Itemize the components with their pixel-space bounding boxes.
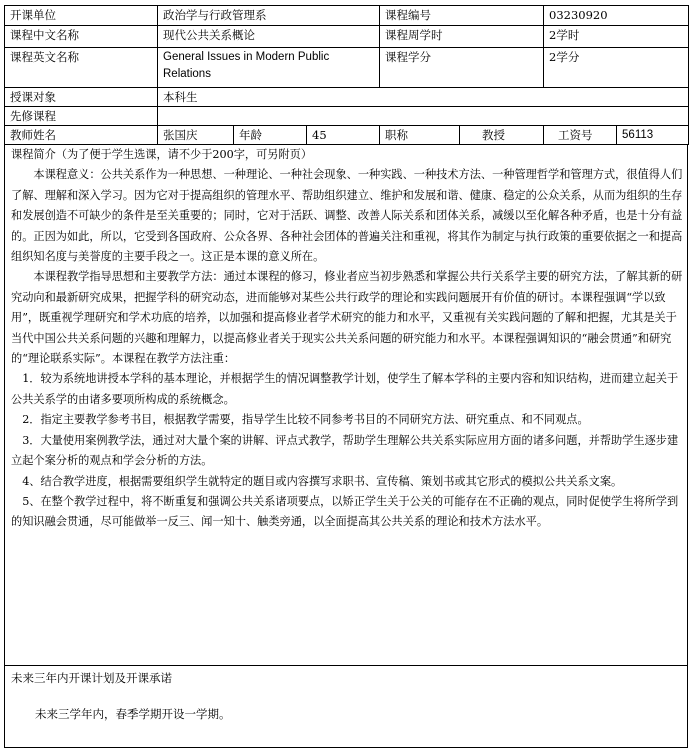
row-audience <box>5 88 689 107</box>
value-salary-no: 56113 <box>617 126 689 145</box>
value-course-code: 03230920 <box>544 6 689 26</box>
intro-item-3: 3．大量使用案例教学法，通过对大量个案的讲解、评点式教学，帮助学生理解公共关系实际应用方面的诸多问题，并帮助学生逐步建立起个案分析的观点和学会分析的方法。 <box>11 433 679 468</box>
label-en-name: 课程英文名称 <box>5 48 158 88</box>
course-info-table <box>4 5 689 145</box>
value-en-name: General Issues in Modern Public Relations <box>158 48 380 88</box>
intro-paragraph-significance: 本课程意义：公共关系作为一种思想、一种理论、一种社会现象、一种实践、一种技术方法、一种管理哲学和管理方式，很值得人们了解、理解和深入学习。因为它对于提高组织的管理水平、帮助组织建立、维护和发展和谐、健康、稳定的公众关系，从而为组织的生存和发展创造不可缺少的条件是至关重要的；同时，它对于活跃、调整、改善人际关系和团体关系，减缓以至化解各种矛盾，也是十分有益的。正因为如此，所以，它受到各国政府、公众各界、各种社会团体的普遍关注和重视，将其作为制定与执行政策的重要依据之一和提高组织知名度与美誉度的主要手段之一。这正是本课的意义所在。 <box>11 168 683 264</box>
course-intro-section <box>4 145 688 666</box>
label-department: 开课单位 <box>5 6 158 26</box>
intro-item-4: 4、结合教学进度，根据需要组织学生就特定的题目或内容撰写求职书、宣传稿、策划书或其它形式的模拟公共关系文案。 <box>22 474 623 488</box>
plan-body: 未来三学年内，春季学期开设一学期。 <box>35 707 231 721</box>
label-title: 职称 <box>380 126 460 145</box>
teaching-plan-section <box>4 666 688 748</box>
intro-heading: 课程简介（为了便于学生选课，请不少于200字，可另附页） <box>11 148 313 161</box>
label-audience: 授课对象 <box>5 88 158 107</box>
value-prerequisite <box>158 107 689 126</box>
value-teacher-name: 张国庆 <box>158 126 234 145</box>
intro-item-5: 5、在整个教学过程中，将不断重复和强调公共关系诸项要点，以矫正学生关于公关的可能存在不正确的观点，同时促使学生将所学到的知识融会贯通，尽可能做举一反三、闻一知十、触类旁通，以全面提高其公共关系的理论和技术方法水平。 <box>11 494 679 529</box>
intro-item-1: 1．较为系统地讲授本学科的基本理论，并根据学生的情况调整教学计划，使学生了解本学科的主要内容和知识结构，进而建立起关于公共关系学的由诸多要项所构成的系统概念。 <box>11 372 679 406</box>
label-credits: 课程学分 <box>380 48 544 88</box>
value-audience: 本科生 <box>158 88 689 107</box>
label-salary-no: 工资号 <box>544 126 617 145</box>
value-cn-name: 现代公共关系概论 <box>158 26 380 48</box>
plan-heading: 未来三年内开课计划及开课承诺 <box>11 671 172 685</box>
row-prerequisite <box>5 107 689 126</box>
value-department: 政治学与行政管理系 <box>158 6 380 26</box>
value-age: 45 <box>307 126 380 145</box>
label-teacher-name: 教师姓名 <box>5 126 158 145</box>
row-teacher <box>5 126 689 145</box>
label-age: 年龄 <box>234 126 307 145</box>
value-title: 教授 <box>460 126 544 145</box>
value-weekly-hours: 2学时 <box>544 26 689 48</box>
intro-item-2: 2．指定主要教学参考书目，根据教学需要，指导学生比较不同参考书目的不同研究方法、研究重点、和不同观点。 <box>22 413 589 427</box>
row-cn-name <box>5 26 689 48</box>
row-en-name <box>5 48 689 88</box>
label-prerequisite: 先修课程 <box>5 107 158 126</box>
course-form <box>4 5 688 748</box>
intro-paragraph-methods: 本课程教学指导思想和主要教学方法：通过本课程的修习，修业者应当初步熟悉和掌握公共行关系学主要的研究方法，了解其新的研究动向和最新研究成果，把握学科的研究动态，进而能够对某些公共行政学的理论和实践问题展开有价值的研讨。本课程强调“学以致用”，既重视学理研究和学术功底的培养，以加强和提高修业者学术研究的能力和水平，又重视有关实践问题的了解和把握，尤其是关于当代中国公共关系问题的兴趣和理解力，以提高修业者关于现实公共关系问题的研究能力和水平。本课程强调知识的“融会贯通”和研究的“理论联系实际”。本课程在教学方法注重： <box>11 270 683 366</box>
label-weekly-hours: 课程周学时 <box>380 26 544 48</box>
value-credits: 2学分 <box>544 48 689 88</box>
row-department <box>5 6 689 26</box>
label-course-code: 课程编号 <box>380 6 544 26</box>
label-cn-name: 课程中文名称 <box>5 26 158 48</box>
